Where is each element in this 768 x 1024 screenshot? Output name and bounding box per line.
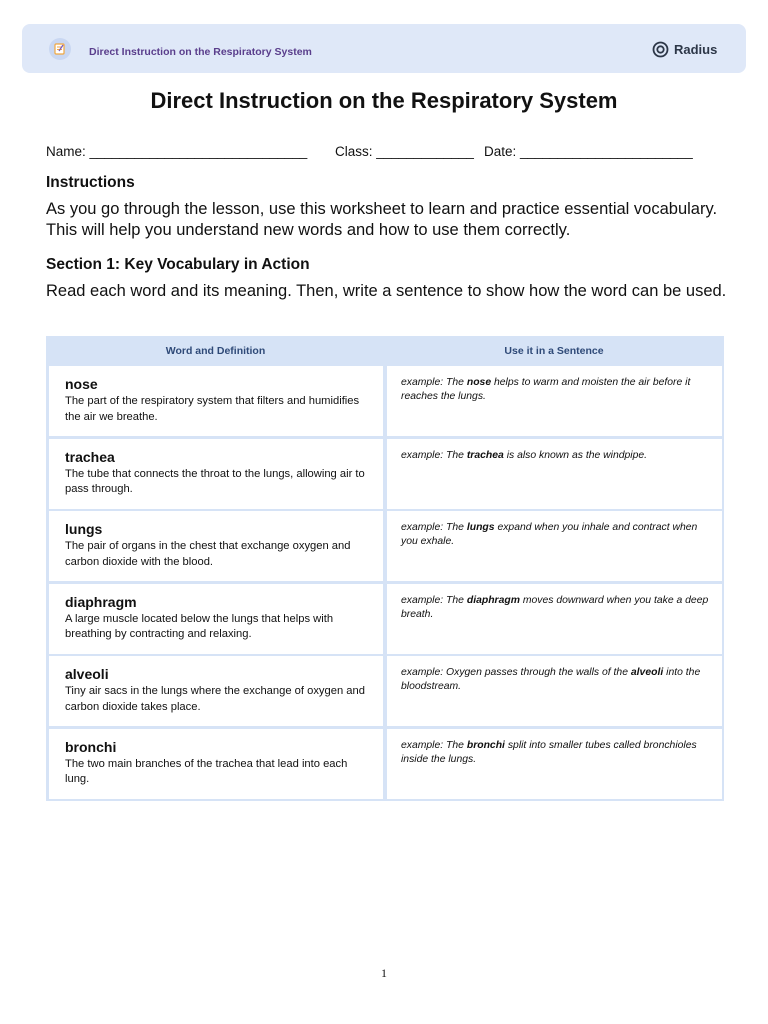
example-text: example: The	[401, 377, 467, 388]
example-text: helps to warm and moisten the air before it reaches the lungs.	[401, 377, 691, 402]
example-text: moves downward when you take a deep breath.	[401, 594, 709, 620]
example-highlight-term: nose	[466, 377, 492, 388]
brand-name: Radius	[674, 41, 718, 57]
vocab-definition: Tiny air sacs in the lungs where the exchange of oxygen and carbon dioxide takes place.	[65, 685, 365, 713]
example-highlight-term: bronchi	[466, 739, 505, 751]
example-text: example: The	[401, 522, 467, 533]
vocab-definition: The part of the respiratory system that filters and humidifies the air we breathe.	[65, 395, 360, 423]
example-text: example: The	[401, 449, 467, 461]
example-sentence	[401, 666, 711, 694]
table-cell-word	[49, 729, 383, 799]
example-highlight-term: trachea	[466, 449, 504, 461]
table-cell-word	[49, 439, 383, 509]
page-number: 1	[381, 966, 387, 980]
table-cell-word	[49, 366, 383, 436]
example-sentence	[401, 521, 711, 549]
vocab-term: alveoli	[65, 666, 109, 682]
example-highlight-term: lungs	[466, 522, 495, 533]
date-field: Date: _______________________	[484, 144, 693, 159]
section1-heading: Section 1: Key Vocabulary in Action	[46, 256, 310, 273]
table-cell-sentence[interactable]	[387, 729, 722, 799]
example-text: split into smaller tubes called bronchioles inside the lungs.	[401, 739, 697, 765]
table-header-word: Word and Definition	[165, 345, 266, 357]
table-cell-sentence[interactable]	[387, 366, 722, 436]
notepad-icon	[49, 38, 71, 60]
table-cell-word	[49, 584, 383, 654]
table-cell-word	[49, 656, 383, 726]
vocab-definition: A large muscle located below the lungs that helps with breathing by contracting and relaxing.	[65, 612, 334, 640]
example-text: is also known as the windpipe.	[503, 449, 648, 461]
instructions-heading: Instructions	[46, 174, 135, 191]
table-header-sentence: Use it in a Sentence	[504, 345, 604, 357]
table-cell-sentence[interactable]	[387, 439, 722, 509]
vocab-definition: The tube that connects the throat to the lungs, allowing air to pass through.	[65, 467, 365, 495]
name-field: Name: _____________________________	[46, 144, 308, 159]
table-cell-word	[49, 511, 383, 581]
vocab-definition: The two main branches of the trachea that lead into each lung.	[65, 757, 348, 785]
vocab-term: bronchi	[65, 738, 117, 755]
example-text: expand when you inhale and contract when you exhale.	[401, 522, 698, 547]
example-highlight-term: diaphragm	[466, 594, 520, 606]
vocab-term: trachea	[65, 448, 115, 465]
vocab-definition: The pair of organs in the chest that exchange oxygen and carbon dioxide with the blood.	[65, 540, 351, 568]
example-text: example: The	[401, 739, 467, 751]
section1-text: Read each word and its meaning. Then, write a sentence to show how the word can be used.	[46, 282, 727, 300]
class-field: Class: _____________	[335, 144, 474, 159]
table-cell-sentence[interactable]	[387, 511, 722, 581]
vocab-term: nose	[65, 376, 98, 392]
brand	[652, 40, 717, 58]
example-sentence	[401, 449, 711, 463]
example-highlight-term: alveoli	[630, 667, 664, 678]
vocab-term: lungs	[65, 521, 103, 537]
instructions-text: As you go through the lesson, use this worksheet to learn and practice essential vocabulary. This will help you understand new words and how to use them correctly.	[46, 200, 718, 239]
example-text: into the bloodstream.	[401, 667, 701, 692]
example-sentence	[401, 376, 711, 404]
table-cell-sentence[interactable]	[387, 584, 722, 654]
document-title: Direct Instruction on the Respiratory System	[150, 88, 618, 113]
example-text: example: The	[401, 594, 467, 606]
example-sentence	[401, 594, 711, 622]
header-title: Direct Instruction on the Respiratory System	[89, 46, 312, 58]
table-cell-sentence[interactable]	[387, 656, 722, 726]
vocab-term: diaphragm	[65, 593, 137, 610]
example-text: example: Oxygen passes through the walls of the	[401, 667, 631, 678]
radius-logo-icon	[652, 41, 669, 58]
example-sentence	[401, 739, 711, 767]
